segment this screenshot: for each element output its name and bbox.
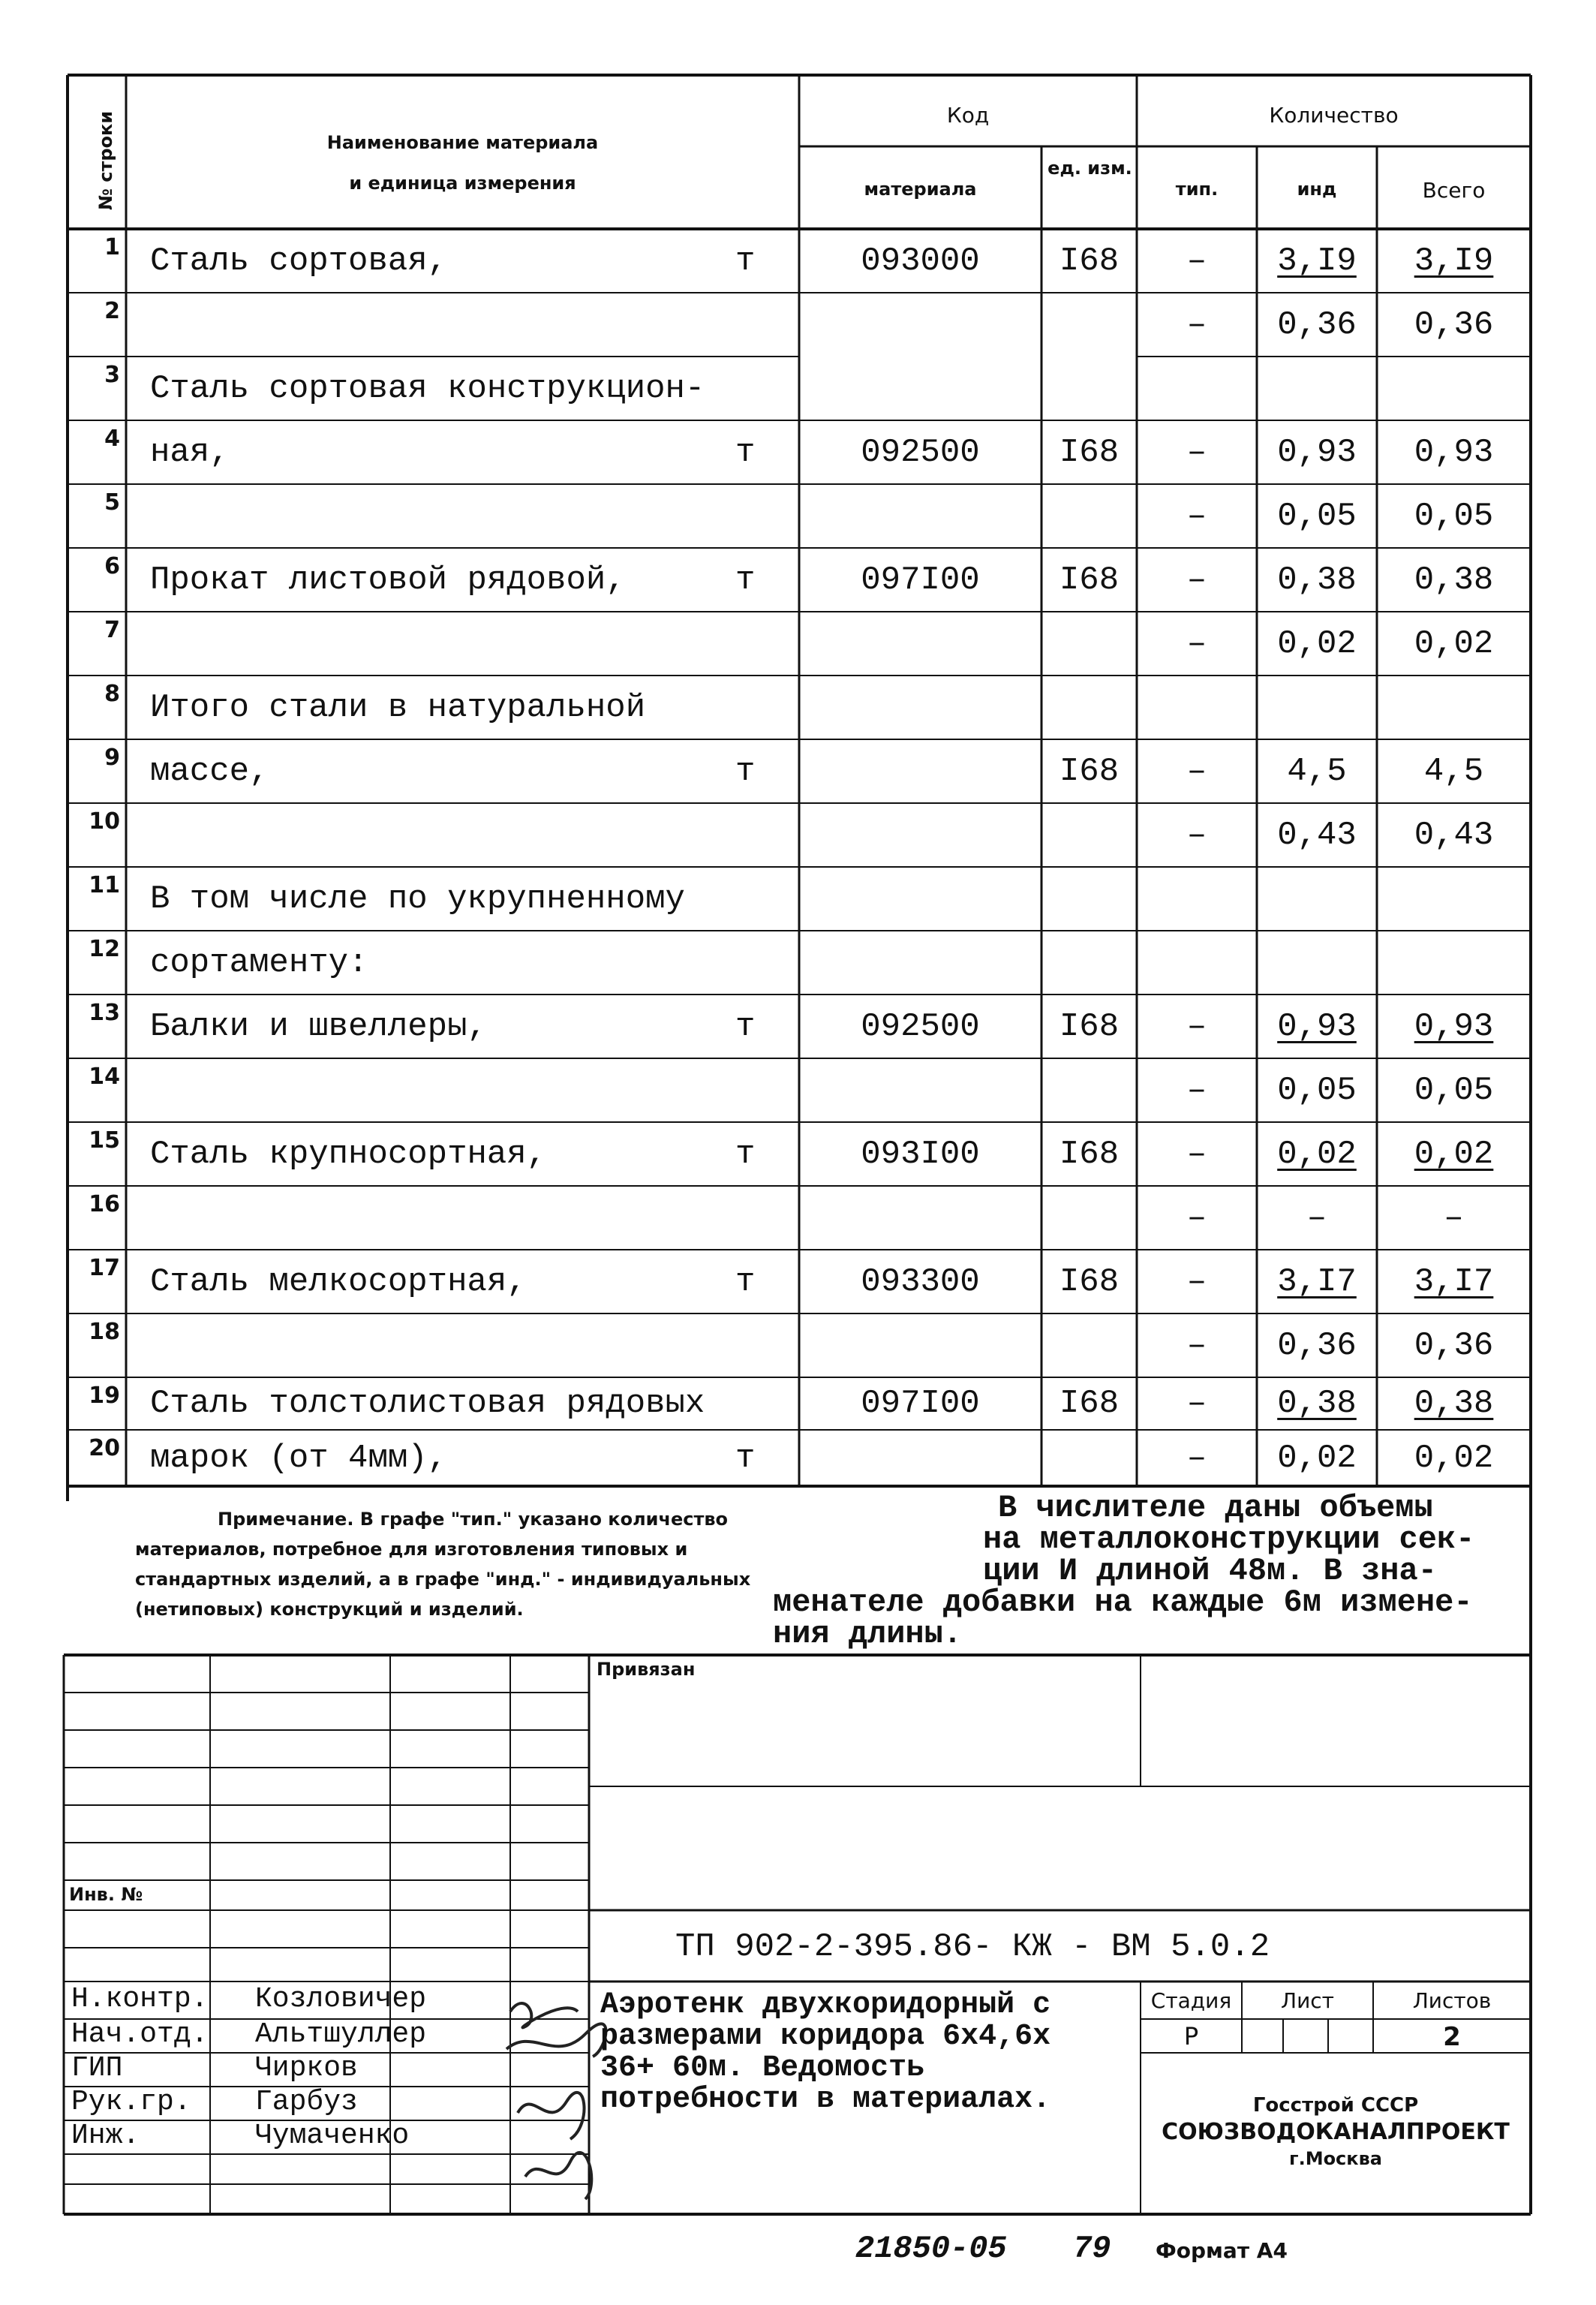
typical-qty: –	[1186, 242, 1207, 280]
row-number: 16	[89, 1191, 120, 1217]
handwritten-signatures	[495, 1982, 615, 2207]
signer-name: Чумаченко	[255, 2120, 410, 2152]
typed-note-5: ния длины.	[773, 1616, 963, 1652]
material-name: Сталь мелкосортная,	[150, 1262, 527, 1301]
row-number: 9	[104, 745, 120, 771]
row-number: 6	[104, 553, 120, 579]
row-number: 10	[89, 808, 120, 835]
unit-code: I68	[1059, 242, 1120, 280]
total-qty: 0,93	[1414, 433, 1494, 471]
total-qty: –	[1444, 1199, 1464, 1237]
individual-qty: 0,43	[1277, 816, 1357, 854]
material-name: марок (от 4мм),	[150, 1439, 448, 1477]
description-line-3: 36+ 60м. Ведомость	[600, 2051, 925, 2085]
individual-qty: 0,05	[1277, 497, 1357, 535]
row-number: 18	[89, 1319, 120, 1345]
individual-qty: 0,02	[1277, 1439, 1357, 1477]
typical-qty: –	[1186, 497, 1207, 535]
note-line-1: Примечание. В графе "тип." указано количество	[218, 1509, 729, 1530]
material-name: В том числе по укрупненному	[150, 880, 685, 918]
row-number: 11	[89, 872, 120, 898]
typed-note-2: на металлоконструкции сек-	[983, 1521, 1475, 1557]
unit-code: I68	[1059, 752, 1120, 790]
page-number: 79	[1073, 2231, 1111, 2267]
material-name: Прокат листовой рядовой,	[150, 561, 626, 599]
inventory-stamp: 21850-05	[855, 2231, 1007, 2267]
total-qty: 0,36	[1414, 1326, 1494, 1365]
typical-qty: –	[1186, 433, 1207, 471]
individual-qty: 0,93	[1277, 1007, 1357, 1046]
material-code: 093000	[861, 242, 980, 280]
stage-value: Р	[1183, 2022, 1199, 2051]
individual-qty: 4,5	[1287, 752, 1347, 790]
material-name: Итого стали в натуральной	[150, 688, 646, 727]
stage-label: Стадия	[1150, 1988, 1232, 2013]
individual-qty: 0,36	[1277, 305, 1357, 344]
material-code: 093300	[861, 1262, 980, 1301]
code-header: Код	[946, 103, 990, 128]
typed-note-3: ции И длиной 48м. В зна-	[983, 1553, 1437, 1589]
total-qty: 3,I9	[1414, 242, 1494, 280]
individual-qty: 0,05	[1277, 1071, 1357, 1109]
typical-qty: –	[1186, 1071, 1207, 1109]
sheets-label: Листов	[1412, 1988, 1492, 2013]
material-code: 097I00	[861, 561, 980, 599]
row-number: 12	[89, 936, 120, 962]
individual-qty: 0,38	[1277, 1385, 1357, 1422]
code-material-header: материала	[864, 179, 977, 200]
typical-qty: –	[1186, 1199, 1207, 1237]
row-number: 1	[104, 234, 120, 260]
typical-qty: –	[1186, 816, 1207, 854]
note-line-2: материалов, потребное для изготовления типовых и	[135, 1539, 688, 1560]
unit-code: I68	[1059, 1262, 1120, 1301]
quantity-header: Количество	[1269, 103, 1399, 128]
unit-label: т	[735, 561, 756, 599]
signer-name: Гарбуз	[255, 2086, 358, 2118]
row-number: 17	[89, 1255, 120, 1281]
material-name: Балки и швеллеры,	[150, 1007, 487, 1046]
unit-code: I68	[1059, 433, 1120, 471]
linked-label: Привязан	[597, 1659, 696, 1680]
row-number: 15	[89, 1127, 120, 1154]
unit-code: I68	[1059, 561, 1120, 599]
unit-label: т	[735, 1439, 756, 1477]
typical-qty: –	[1186, 305, 1207, 344]
total-qty: 0,02	[1414, 1439, 1494, 1477]
total-qty: 0,05	[1414, 1071, 1494, 1109]
material-name-header-line1: Наименование материала	[326, 132, 599, 153]
typical-qty: –	[1186, 1326, 1207, 1365]
row-number-header	[72, 90, 122, 218]
unit-label: т	[735, 242, 756, 280]
individual-qty: 3,I7	[1277, 1262, 1357, 1301]
row-number: 4	[104, 426, 120, 452]
note-line-3: стандартных изделий, а в графе "инд." - индивидуальных	[135, 1569, 751, 1590]
material-name: Сталь толстолистовая рядовых	[150, 1385, 705, 1422]
typical-qty: –	[1186, 561, 1207, 599]
description-line-2: размерами коридора 6х4,6х	[600, 2020, 1051, 2054]
unit-code: I68	[1059, 1007, 1120, 1046]
material-code: 093I00	[861, 1135, 980, 1173]
document-code: ТП 902-2-395.86- КЖ - ВМ 5.0.2	[675, 1928, 1270, 1966]
sheet-label: Лист	[1281, 1988, 1334, 2013]
typical-qty: –	[1186, 1385, 1207, 1422]
typical-qty: –	[1186, 752, 1207, 790]
unit-code: I68	[1059, 1135, 1120, 1173]
total-qty: 0,02	[1414, 624, 1494, 663]
row-number: 7	[104, 617, 120, 643]
org-line-2: СОЮЗВОДОКАНАЛПРОЕКТ	[1162, 2119, 1510, 2145]
individual-qty: 0,38	[1277, 561, 1357, 599]
typical-header: тип.	[1175, 179, 1219, 200]
row-number: 5	[104, 489, 120, 516]
total-qty: 0,02	[1414, 1135, 1494, 1173]
inventory-number-label: Инв. №	[69, 1884, 143, 1905]
material-name: Сталь крупносортная,	[150, 1135, 547, 1173]
individual-header: инд	[1297, 179, 1337, 200]
unit-label: т	[735, 433, 756, 471]
typical-qty: –	[1186, 624, 1207, 663]
unit-label: т	[735, 1262, 756, 1301]
row-number: 19	[89, 1383, 120, 1409]
org-line-1: Госстрой СССР	[1252, 2094, 1419, 2117]
unit-label: т	[735, 1007, 756, 1046]
typical-qty: –	[1186, 1439, 1207, 1477]
code-unit-header: ед. изм.	[1047, 158, 1132, 179]
signer-role: Инж.	[71, 2120, 140, 2152]
individual-qty: 0,02	[1277, 624, 1357, 663]
org-line-3: г.Москва	[1289, 2148, 1382, 2169]
row-number-header-text: № строки	[95, 110, 116, 210]
row-number: 20	[89, 1435, 120, 1461]
total-qty: 0,38	[1414, 561, 1494, 599]
unit-label: т	[735, 1135, 756, 1173]
material-code: 097I00	[861, 1385, 980, 1422]
row-number: 8	[104, 681, 120, 707]
unit-code: I68	[1059, 1385, 1120, 1422]
row-number: 13	[89, 1000, 120, 1026]
description-line-4: потребности в материалах.	[600, 2083, 1051, 2117]
typical-qty: –	[1186, 1135, 1207, 1173]
signer-role: Н.контр.	[71, 1983, 209, 2015]
signer-name: Альтшуллер	[255, 2018, 427, 2051]
typed-note-1: В числителе даны объемы	[998, 1490, 1433, 1526]
row-number: 2	[104, 298, 120, 324]
format-label: Формат А4	[1156, 2238, 1288, 2263]
total-header: Всего	[1422, 178, 1486, 203]
individual-qty: 3,I9	[1277, 242, 1357, 280]
sheets-value: 2	[1443, 2022, 1461, 2052]
material-code: 092500	[861, 433, 980, 471]
material-code: 092500	[861, 1007, 980, 1046]
material-name: сортаменту:	[150, 943, 368, 982]
signer-name: Козловичер	[255, 1983, 427, 2015]
row-number: 14	[89, 1064, 120, 1090]
note-line-4: (нетиповых) конструкций и изделий.	[135, 1599, 524, 1620]
signer-role: ГИП	[71, 2052, 123, 2084]
individual-qty: –	[1306, 1199, 1327, 1237]
material-name: Сталь сортовая конструкцион-	[150, 369, 705, 408]
individual-qty: 0,02	[1277, 1135, 1357, 1173]
typical-qty: –	[1186, 1007, 1207, 1046]
total-qty: 0,93	[1414, 1007, 1494, 1046]
unit-label: т	[735, 752, 756, 790]
total-qty: 4,5	[1423, 752, 1484, 790]
individual-qty: 0,36	[1277, 1326, 1357, 1365]
signer-role: Рук.гр.	[71, 2086, 191, 2118]
total-qty: 3,I7	[1414, 1262, 1494, 1301]
signer-role: Нач.отд.	[71, 2018, 209, 2051]
material-name: ная,	[150, 433, 230, 471]
row-number: 3	[104, 362, 120, 388]
signer-name: Чирков	[255, 2052, 358, 2084]
material-name: массе,	[150, 752, 269, 790]
total-qty: 0,38	[1414, 1385, 1494, 1422]
total-qty: 0,36	[1414, 305, 1494, 344]
description-line-1: Аэротенк двухкоридорный с	[600, 1988, 1051, 2022]
material-name-header-line2: и единица измерения	[349, 173, 576, 194]
material-name: Сталь сортовая,	[150, 242, 448, 280]
total-qty: 0,05	[1414, 497, 1494, 535]
total-qty: 0,43	[1414, 816, 1494, 854]
typical-qty: –	[1186, 1262, 1207, 1301]
individual-qty: 0,93	[1277, 433, 1357, 471]
typed-note-4: менателе добавки на каждые 6м измене-	[773, 1584, 1473, 1620]
